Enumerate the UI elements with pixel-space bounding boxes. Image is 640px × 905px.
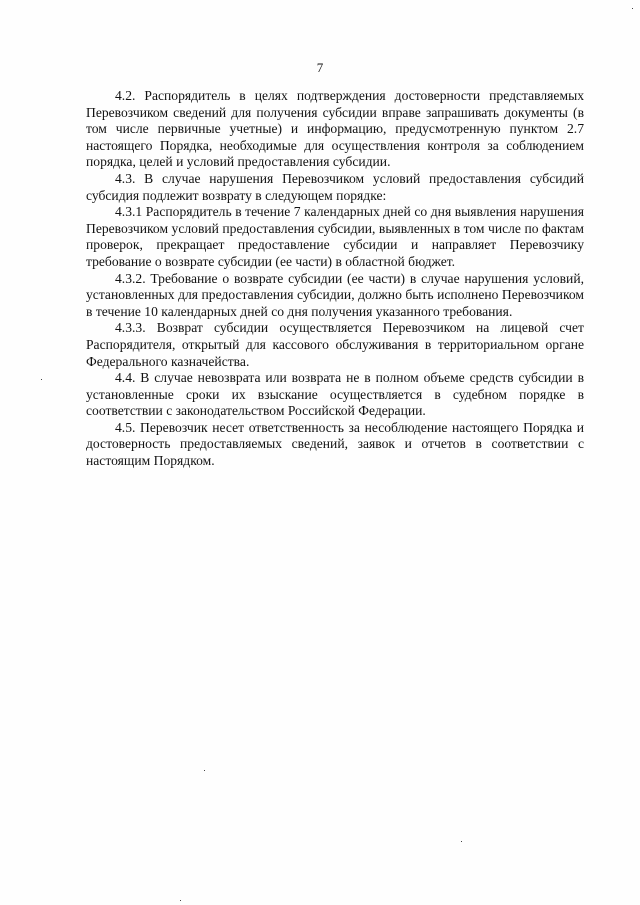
scan-speck: [41, 379, 42, 380]
document-body: [86, 88, 584, 470]
scan-speck: [180, 900, 181, 901]
scan-speck: [204, 770, 205, 771]
page-number: 7: [316, 60, 324, 75]
scan-speck: [632, 8, 633, 9]
paragraph-4-3-3: 4.3.3. Возврат субсидии осуществляется Перевозчиком на лицевой счет Распорядителя, открытый для кассового обслуживания в территориальном органе Федерального казначейства.: [86, 320, 584, 369]
scan-speck: [461, 841, 462, 842]
paragraph-4-3: 4.3. В случае нарушения Перевозчиком условий предоставления субсидий субсидия подлежит возврату в следующем порядке:: [86, 170, 584, 203]
paragraph-4-4: 4.4. В случае невозврата или возврата не в полном объеме средств субсидии в установленные сроки их взыскание осуществляется в судебном порядке в соответствии с законодательством Российской Федерации.: [86, 370, 584, 419]
paragraph-4-2: 4.2. Распорядитель в целях подтверждения достоверности представляемых Перевозчиком сведений для получения субсидии вправе запрашивать документы (в том числе первичные учетные) и информацию, предусмотренную пунктом 2.7 настоящего Порядка, необходимые для осуществления контроля за соблюдением порядка, целей и условий предоставления субсидии.: [86, 88, 584, 170]
paragraph-4-3-2: 4.3.2. Требование о возврате субсидии (ее части) в случае нарушения условий, установленных для предоставления субсидии, должно быть исполнено Перевозчиком в течение 10 календарных дней со дня получения указанного требования.: [86, 270, 584, 319]
paragraph-4-5: 4.5. Перевозчик несет ответственность за несоблюдение настоящего Порядка и достоверность предоставляемых сведений, заявок и отчетов в соответствии с настоящим Порядком.: [86, 419, 584, 469]
paragraph-4-3-1: 4.3.1 Распорядитель в течение 7 календарных дней со дня выявления нарушения Перевозчиком условий предоставления субсидии, выявленных в том числе по фактам проверок, прекращает предоставление субсидии и направляет Перевозчику требование о возврате субсидии (ее части) в областной бюджет.: [86, 204, 584, 269]
